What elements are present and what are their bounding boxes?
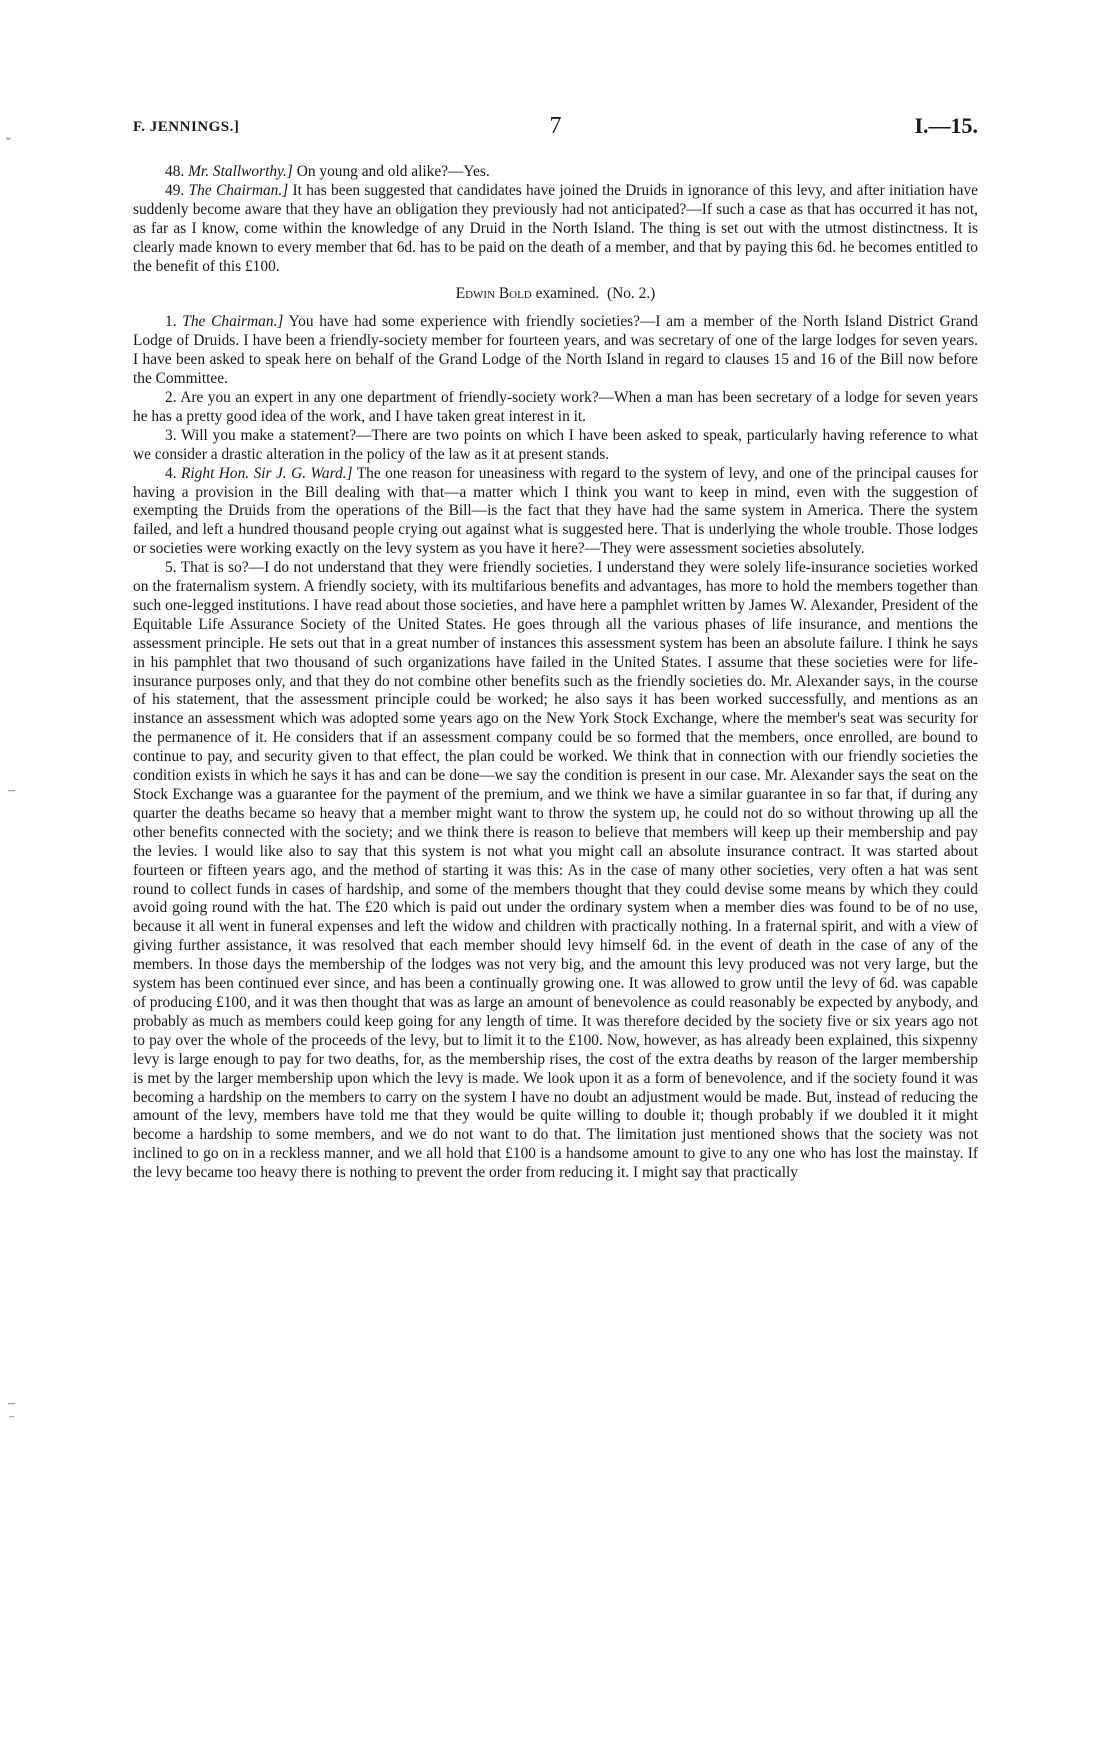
question-number: 1. — [165, 313, 177, 331]
question-text: You have had some experience with friendly societies?—I am a member of the North Island District Grand Lodge of Druids. I have been a friendly-society member for fourteen years, and was secretary of one of the large lodges for seven years. I have been asked to speak here on behalf of the Grand Lodge of the North Island in regard to clauses 15 and 16 of the Bill now before the Committee. — [133, 313, 978, 388]
speaker: The Chairman.] — [182, 313, 284, 331]
margin-mark: – — [8, 783, 15, 798]
question-paragraph — [133, 163, 978, 182]
question-text: Are you an expert in any one department of friendly-society work?—When a man has been secretary of a lodge for seven years he has a pretty good idea of the work, and I have taken great interest in it. — [133, 388, 978, 425]
question-paragraph — [133, 313, 978, 389]
question-number: 5. — [165, 559, 177, 577]
question-paragraph — [133, 559, 978, 1183]
witness-name: F. JENNINGS.] — [133, 119, 240, 135]
document-body — [133, 163, 978, 1183]
speaker: Mr. Stallworthy.] — [188, 163, 293, 180]
question-paragraph — [133, 182, 978, 277]
section-heading — [133, 285, 978, 304]
question-number: 48. — [165, 163, 185, 180]
question-number: 49. — [165, 181, 185, 199]
heading-number: (No. 2.) — [607, 285, 656, 303]
question-number: 4. — [165, 464, 177, 482]
paper-reference: I.—15. — [914, 113, 978, 138]
speaker: The Chairman.] — [188, 181, 289, 199]
question-paragraph — [133, 427, 978, 465]
question-text: It has been suggested that candidates have joined the Druids in ignorance of this levy, and after initiation have suddenly become aware that they have an obligation they previously had not anticipated?—If such a case as that has occurred it has not, as far as I know, come within the knowledge of any Druid in the North Island. The thing is set out with the utmost distinctness. It is clearly made known to every member that 6d. has to be paid on the death of a member, and that by paying this 6d. he becomes entitled to the benefit of this £100. — [133, 181, 978, 275]
heading-suffix: examined. — [535, 285, 600, 303]
page-number: 7 — [549, 113, 562, 139]
question-text: The one reason for uneasiness with regard to the system of levy, and one of the principal causes for having a provision in the Bill dealing with that—a matter which I think you want to keep in mind, even with the suggestion of exempting the Druids from the operations of the Bill—is the fact that they have had the same system in America. There the system failed, and left a hundred thousand people crying out against what is suggested here. That is underlying the whole trouble. Those lodges or societies were working exactly on the levy system as you have it here?—They were assessment societies absolutely. — [133, 464, 978, 558]
margin-mark: ⁻ — [8, 1413, 16, 1428]
margin-mark: ˇ — [6, 136, 11, 151]
speaker: Right Hon. Sir J. G. Ward.] — [181, 464, 353, 482]
question-text: On young and old alike?—Yes. — [296, 163, 490, 180]
question-number: 3. — [165, 426, 177, 444]
margin-mark: – — [8, 1396, 15, 1411]
witness-heading-name: Edwin Bold — [455, 285, 532, 303]
page-header — [133, 113, 978, 143]
question-paragraph — [133, 389, 978, 427]
question-text: Will you make a statement?—There are two points on which I have been asked to speak, particularly having reference to what we consider a drastic alteration in the policy of the law as it at present stands. — [133, 426, 978, 463]
question-paragraph — [133, 465, 978, 560]
question-number: 2. — [165, 388, 177, 406]
question-text: That is so?—I do not understand that they were friendly societies. I understand they were solely life-insurance societies worked on the fraternalism system. A friendly society, with its multifarious benefits and advantages, has more to hold the members together than such one-legged institutions. I have read about those societies, and have here a pamphlet written by James W. Alexander, President of the Equitable Life Assurance Society of the United States. He goes through all the various phases of life insurance, and mentions the assessment principle. He sets out that in a great number of instances this assessment system has been an absolute failure. I think he says in his pamphlet that two thousand of such organizations have failed in the United States. I assume that these societies were for life-insurance purposes only, and that they do not combine other benefits such as the friendly societies do. Mr. Alexander says, in the course of his statement, that the assessment principle could be worked; he also says it has been worked successfully, and mentions as an instance an assessment which was adopted some years ago on the New York Stock Exchange, where the member's seat was security for the permanence of it. He considers that if an assessment company could be so formed that the members, once enrolled, are bound to continue to pay, and security given to that effect, the plan could be worked. We think that in connection with our friendly societies the condition exists in which he says it has and can be done—we say the condition is present in our case. Mr. Alexander says the seat on the Stock Exchange was a guarantee for the payment of the premium, and we think we have a similar guarantee in so far that, if during any quarter the deaths became so heavy that a member might want to throw the system up, he could not do so without throwing up all the other benefits connected with the society; and we think there is reason to believe that members will keep up their membership and pay the levies. I would like also to say that this system is not what you might call an absolute insurance contract. It was started about fourteen or fifteen years ago, and the method of starting it was this: As in the case of many other societies, very often a hat was sent round to collect funds in cases of hardship, and some of the members thought that they could devise some means by which they could avoid going round with the hat. The £20 which is paid out under the ordinary system when a member dies was found to be of no use, because it all went in funeral expenses and left the widow and children with practically nothing. In a fraternal spirit, and with a view of giving further assistance, it was resolved that each member should levy himself 6d. in the event of death in the case of any of the members. In those days the membership of the lodges was not very big, and the amount this levy produced was not very large, but the system has been continued ever since, and has been a continually growing one. It was allowed to grow until the levy of 6d. was capable of producing £100, and it was then thought that was as large an amount of benevolence as could reasonably be expected by anybody, and probably as much as members could keep going for any length of time. It was therefore decided by the society five or six years ago not to pay over the whole of the proceeds of the levy, but to limit it to the £100. Now, however, as has already been explained, this sixpenny levy is large enough to pay for two deaths, for, as the membership rises, the cost of the extra deaths by reason of the larger membership is met by the larger membership upon which the levy is made. We look upon it as a form of benevolence, and if the society found it was becoming a hardship on the members to carry on the system I have no doubt an adjustment would be made. But, instead of reducing the amount of the levy, members have told me that they would be quite willing to double it; though probably if we doubled it it might become a hardship to some members, and we do not want to do that. The limitation just mentioned shows that the society was not inclined to go on in a reckless manner, and we all hold that £100 is a handsome amount to give to any one who has lost the mainstay. If the levy became too heavy there is nothing to prevent the order from reducing it. I might say that practically — [133, 559, 978, 1182]
